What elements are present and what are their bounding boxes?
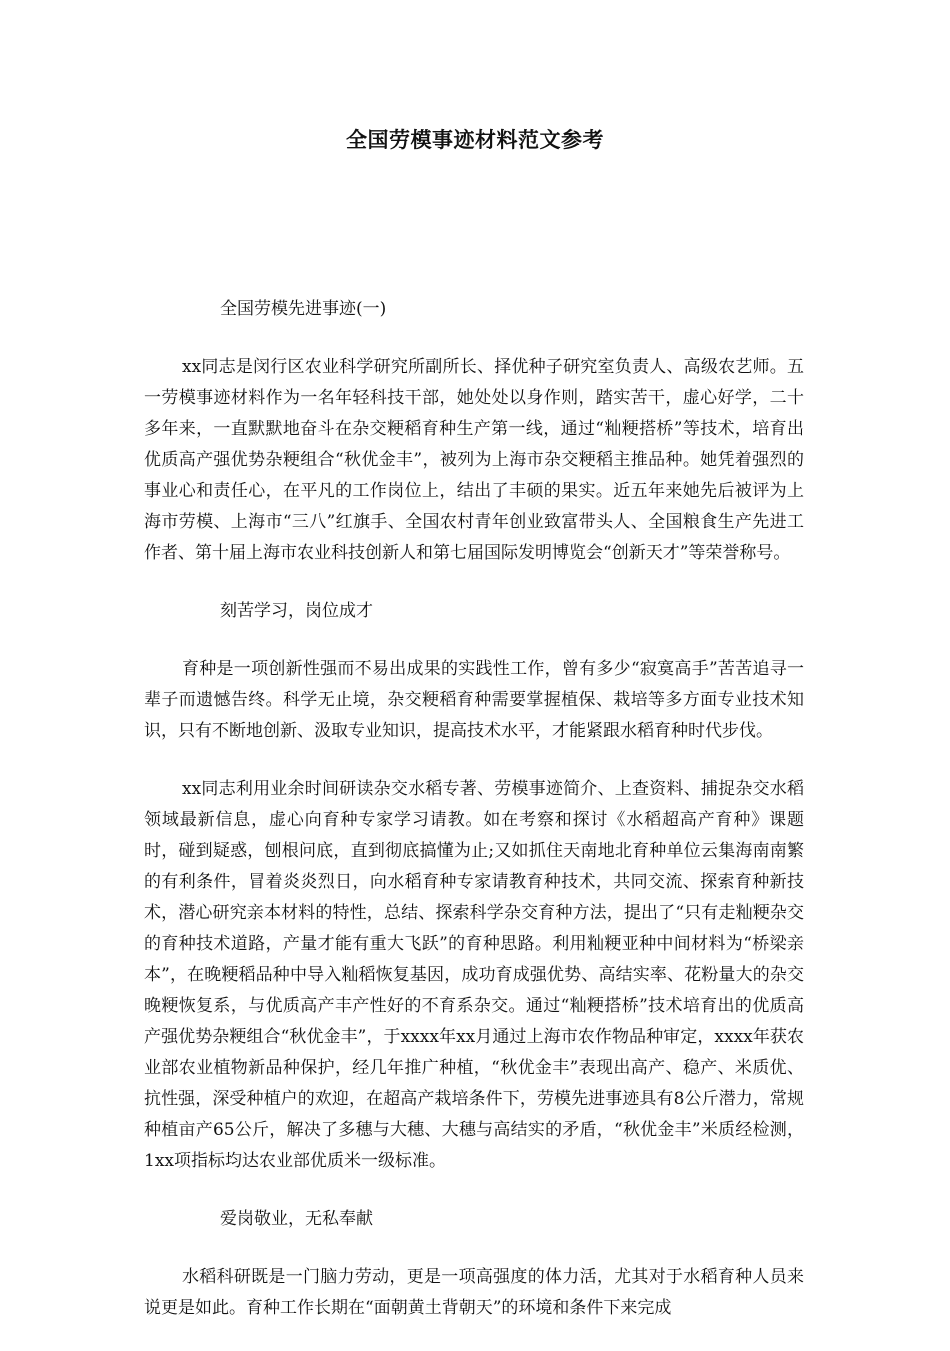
document-title: 全国劳模事迹材料范文参考 xyxy=(346,128,604,152)
paragraph-1: xx同志是闵行区农业科学研究所副所长、择优种子研究室负责人、高级农艺师。五一劳模事迹材料作为一名年轻科技干部，她处处以身作则，踏实苦干，虚心好学，二十多年来，一直默默地奋斗在杂交粳稻育种生产第一线，通过“籼粳搭桥”等技术，培育出优质高产强优势杂粳组合“秋优金丰”，被列为上海市杂交粳稻主推品种。她凭着强烈的事业心和责任心，在平凡的工作岗位上，结出了丰硕的果实。近五年来她先后被评为上海市劳模、上海市“三八”红旗手、全国农村青年创业致富带头人、全国粮食生产先进工作者、第十届上海市农业科技创新人和第七届国际发明博览会“创新天才”等荣誉称号。 xyxy=(144,357,804,563)
paragraph-3: xx同志利用业余时间研读杂交水稻专著、劳模事迹简介、上查资料、捕捉杂交水稻领域最新信息，虚心向育种专家学习请教。如在考察和探讨《水稻超高产育种》课题时，碰到疑惑，刨根问底，直到彻底搞懂为止;又如抓住天南地北育种单位云集海南南繁的有利条件，冒着炎炎烈日，向水稻育种专家请教育种技术，共同交流、探索育种新技术，潜心研究亲本材料的特性，总结、探索科学杂交育种方法，提出了“只有走籼粳杂交的育种技术道路，产量才能有重大飞跃”的育种思路。利用籼粳亚种中间材料为“桥梁亲本”，在晚粳稻品种中导入籼稻恢复基因，成功育成强优势、高结实率、花粉量大的杂交晚粳恢复系，与优质高产丰产性好的不育系杂交。通过“籼粳搭桥”技术培育出的优质高产强优势杂粳组合“秋优金丰”，于xxxx年xx月通过上海市农作物品种审定，xxxx年获农业部农业植物新品种保护，经几年推广种植，“秋优金丰”表现出高产、稳产、米质优、抗性强，深受种植户的欢迎，在超高产栽培条件下，劳模先进事迹具有8公斤潜力，常规种植亩产65公斤，解决了多穗与大穗、大穗与高结实的矛盾，“秋优金丰”米质经检测，1xx项指标均达农业部优质米一级标准。 xyxy=(144,779,804,1171)
paragraph-4: 水稻科研既是一门脑力劳动，更是一项高强度的体力活，尤其对于水稻育种人员来说更是如此。育种工作长期在“面朝黄土背朝天”的环境和条件下来完成 xyxy=(144,1267,804,1318)
section-heading-1: 全国劳模先进事迹(一) xyxy=(220,299,387,319)
section-heading-3: 爱岗敬业，无私奉献 xyxy=(220,1209,373,1229)
document-body xyxy=(144,294,804,1351)
section-heading-2: 刻苦学习，岗位成才 xyxy=(220,601,373,621)
paragraph-2: 育种是一项创新性强而不易出成果的实践性工作，曾有多少“寂寞高手”苦苦追寻一辈子而遗憾告终。科学无止境，杂交粳稻育种需要掌握植保、栽培等多方面专业技术知识，只有不断地创新、汲取专业知识，提高技术水平，才能紧跟水稻育种时代步伐。 xyxy=(144,659,804,741)
